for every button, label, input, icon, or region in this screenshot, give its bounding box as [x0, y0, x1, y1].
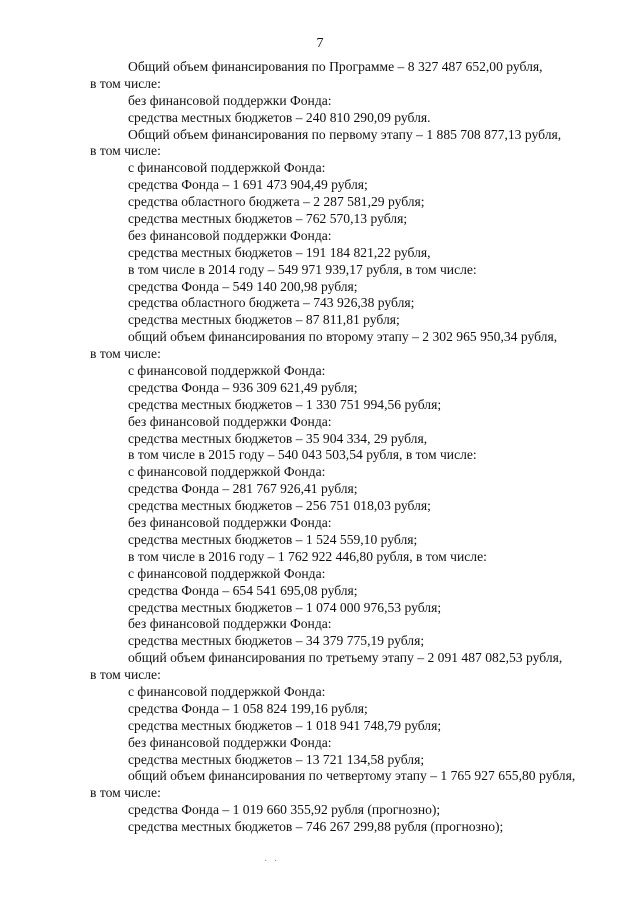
scan-artifact: · · — [264, 856, 280, 867]
text-line: с финансовой поддержкой Фонда: — [128, 363, 326, 379]
text-line: средства Фонда – 936 309 621,49 рубля; — [128, 379, 358, 395]
text-line: средства местных бюджетов – 746 267 299,88 рубля (прогнозно); — [128, 819, 504, 835]
text-line: в том числе: — [90, 75, 161, 91]
text-line: общий объем финансирования по третьему этапу – 2 091 487 082,53 рубля, — [128, 650, 563, 666]
text-line: средства местных бюджетов – 1 018 941 748,79 рубля; — [128, 717, 442, 733]
text-line: средства Фонда – 654 541 695,08 рубля; — [128, 582, 358, 598]
text-line: средства местных бюджетов – 762 570,13 рубля; — [128, 211, 408, 227]
text-line: средства Фонда – 1 058 824 199,16 рубля; — [128, 700, 368, 716]
text-line: с финансовой поддержкой Фонда: — [128, 565, 326, 581]
text-line: без финансовой поддержки Фонда: — [128, 413, 332, 429]
text-line: средства местных бюджетов – 1 524 559,10 рубля; — [128, 531, 418, 547]
text-line: без финансовой поддержки Фонда: — [128, 515, 332, 531]
text-line: средства местных бюджетов – 191 184 821,22 рубля, — [128, 244, 431, 260]
text-line: общий объем финансирования по четвертому этапу – 1 765 927 655,80 рубля, — [128, 768, 576, 784]
text-line: средства Фонда – 281 767 926,41 рубля; — [128, 481, 358, 497]
text-line: средства местных бюджетов – 34 379 775,19 рубля; — [128, 633, 425, 649]
text-line: в том числе: — [90, 143, 161, 159]
text-line: общий объем финансирования по второму этапу – 2 302 965 950,34 рубля, — [128, 329, 558, 345]
text-line: средства областного бюджета – 2 287 581,29 рубля; — [128, 194, 425, 210]
text-line: в том числе: — [90, 667, 161, 683]
text-line: с финансовой поддержкой Фонда: — [128, 464, 326, 480]
text-line: с финансовой поддержкой Фонда: — [128, 160, 326, 176]
text-line: Общий объем финансирования по первому этапу – 1 885 708 877,13 рубля, — [128, 126, 562, 142]
text-line: в том числе в 2016 году – 1 762 922 446,80 рубля, в том числе: — [128, 548, 487, 564]
text-line: без финансовой поддержки Фонда: — [128, 616, 332, 632]
text-line: средства местных бюджетов – 256 751 018,03 рубля; — [128, 498, 431, 514]
text-line: средства Фонда – 549 140 200,98 рубля; — [128, 278, 358, 294]
text-line: в том числе в 2014 году – 549 971 939,17 рубля, в том числе: — [128, 261, 477, 277]
text-line: средства областного бюджета – 743 926,38 рубля; — [128, 295, 415, 311]
text-line: средства местных бюджетов – 1 074 000 976,53 рубля; — [128, 599, 442, 615]
text-line: в том числе: — [90, 346, 161, 362]
text-line: средства местных бюджетов – 1 330 751 994,56 рубля; — [128, 396, 442, 412]
text-line: средства местных бюджетов – 13 721 134,58 рубля; — [128, 751, 425, 767]
funding-text — [0, 59, 640, 836]
text-line: средства местных бюджетов – 240 810 290,09 рубля. — [128, 109, 431, 125]
text-line: средства Фонда – 1 691 473 904,49 рубля; — [128, 177, 368, 193]
text-line: без финансовой поддержки Фонда: — [128, 734, 332, 750]
page-number: 7 — [316, 36, 324, 51]
text-line: в том числе в 2015 году – 540 043 503,54 рубля, в том числе: — [128, 447, 477, 463]
text-line: с финансовой поддержкой Фонда: — [128, 683, 326, 699]
text-line: средства местных бюджетов – 35 904 334, 29 рубля, — [128, 430, 428, 446]
text-line: средства Фонда – 1 019 660 355,92 рубля (прогнозно); — [128, 802, 441, 818]
text-line: без финансовой поддержки Фонда: — [128, 92, 332, 108]
text-line: в том числе: — [90, 785, 161, 801]
text-line: Общий объем финансирования по Программе – 8 327 487 652,00 рубля, — [128, 59, 543, 74]
text-line: без финансовой поддержки Фонда: — [128, 227, 332, 243]
text-line: средства местных бюджетов – 87 811,81 рубля; — [128, 312, 400, 328]
